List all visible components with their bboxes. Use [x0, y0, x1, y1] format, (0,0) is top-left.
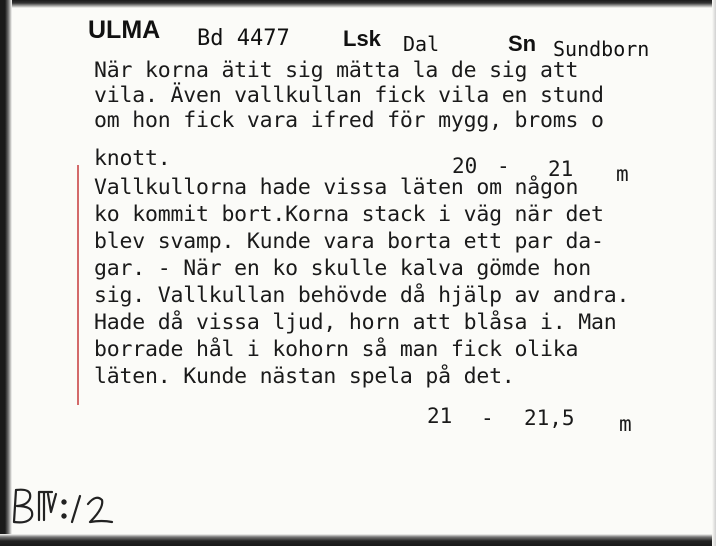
bd-number: Bd 4477 [197, 26, 290, 51]
lsk-value: Dal [403, 32, 440, 56]
measure-2-from: 21 [427, 404, 453, 428]
body-line: om hon fick vara ifred för mygg, broms o [94, 108, 604, 133]
body-line: När korna ätit sig mätta la de sig att [94, 58, 579, 83]
scan-edge-right [712, 0, 716, 546]
measure-1-from: 20 [452, 154, 478, 178]
margin-line [77, 165, 79, 405]
body-line: blev svamp. Kunde vara borta ett par da- [94, 229, 604, 254]
sn-label: Sn [508, 31, 537, 56]
measure-2-dash: - [481, 406, 494, 430]
sn-value: Sundborn [553, 37, 650, 61]
body-line: läten. Kunde nästan spela på det. [94, 364, 515, 389]
measure-2-unit: m [619, 412, 632, 436]
measure-1-unit: m [616, 162, 629, 186]
lsk-label: Lsk [343, 26, 381, 51]
measure-2-to: 21,5 [524, 406, 575, 430]
scan-edge-top [0, 0, 716, 8]
body-line: sig. Vallkullan behövde då hjälp av andra. [94, 283, 630, 308]
body-line: ko kommit bort.Korna stack i väg när det [94, 202, 604, 227]
body-line: knott. [94, 146, 171, 171]
body-line: Vallkullorna hade vissa läten om någon [94, 175, 579, 200]
scan-edge-left [0, 0, 12, 546]
body-line: Hade då vissa ljud, horn att blåsa i. Man [94, 310, 617, 335]
body-line: gar. - När en ko skulle kalva gömde hon [94, 256, 592, 281]
card-title-name: ULMA [88, 16, 161, 44]
measure-1-to: 21 [548, 157, 574, 181]
archive-mark-handwriting [6, 478, 126, 528]
body-line: borrade hål i kohorn så man fick olika [94, 337, 579, 362]
body-line: vila. Även vallkullan fick vila en stund [94, 83, 604, 108]
scan-edge-bottom [0, 534, 716, 546]
measure-1-dash: - [497, 154, 510, 178]
